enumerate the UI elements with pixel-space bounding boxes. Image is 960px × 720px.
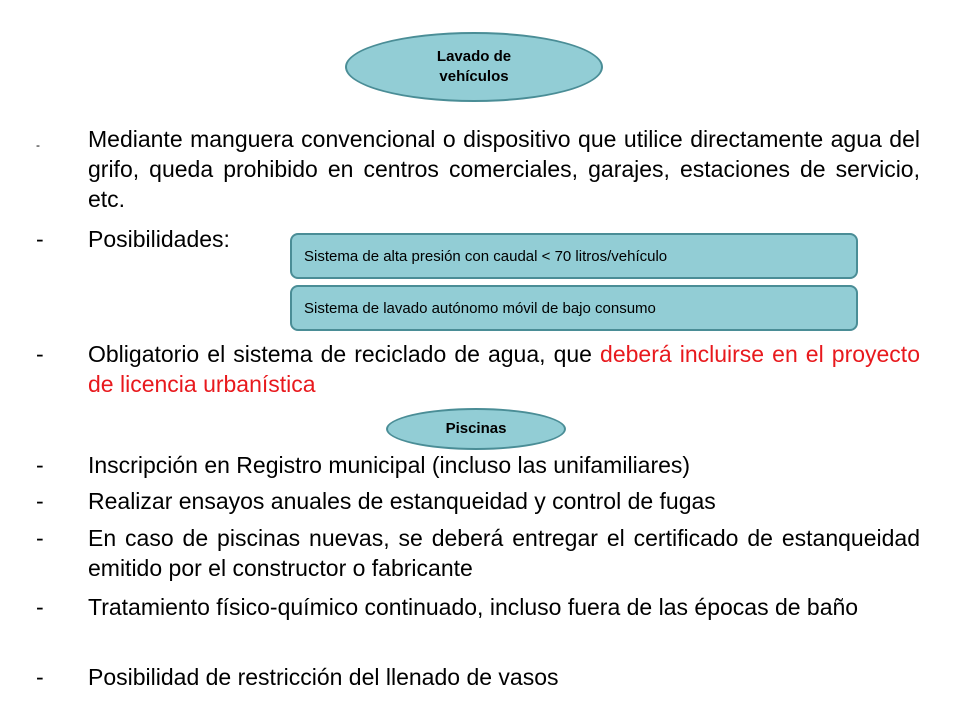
pools-item-3 (36, 523, 920, 583)
item-text: Posibilidad de restricción del llenado de vasos (88, 664, 559, 690)
bullet-dash: - (36, 488, 44, 514)
pools-item-5 (36, 662, 920, 692)
item-text-prefix: Obligatorio el sistema de reciclado de agua, que (88, 341, 601, 367)
item-text: Inscripción en Registro municipal (incluso las unifamiliares) (88, 452, 691, 478)
car-wash-item-1 (36, 124, 920, 214)
pools-item-1 (36, 450, 920, 480)
item-text-highlight: deberá incluirse en el proyecto de licencia urbanística (88, 341, 920, 397)
oval-label-line2: vehículos (439, 68, 509, 85)
item-text: Mediante manguera convencional o dispositivo que utilice directamente agua del grifo, queda prohibido en centros comerciales, garajes, estaciones de servicio, etc. (88, 126, 920, 212)
pools-item-2 (36, 486, 920, 516)
bullet-dash: - (36, 226, 44, 252)
oval-label-line1: Lavado de (436, 48, 512, 65)
item-text: Realizar ensayos anuales de estanqueidad y control de fugas (88, 488, 716, 514)
bullet-dash: - (36, 664, 44, 690)
item-text: En caso de piscinas nuevas, se deberá entregar el certificado de estanqueidad emitido por el constructor o fabricante (88, 525, 920, 581)
piscinas-oval (386, 408, 566, 450)
option-mobile-wash (290, 285, 858, 331)
item-text (88, 339, 920, 399)
car-wash-item-3 (36, 339, 920, 399)
option-label: Sistema de lavado autónomo móvil de bajo consumo (304, 299, 656, 317)
pools-item-4 (36, 592, 920, 622)
lavado-vehiculos-oval (345, 32, 603, 102)
bullet-dash: - (36, 452, 44, 478)
bullet-dash: - (36, 138, 40, 152)
bullet-dash: - (36, 594, 44, 620)
item-text: Tratamiento físico-químico continuado, incluso fuera de las épocas de baño (88, 594, 859, 620)
option-label: Sistema de alta presión con caudal < 70 litros/vehículo (304, 247, 668, 265)
item-text: Posibilidades: (88, 226, 230, 252)
bullet-dash: - (36, 341, 44, 367)
bullet-dash: - (36, 525, 44, 551)
oval-label: Piscinas (445, 420, 507, 437)
option-high-pressure (290, 233, 858, 279)
